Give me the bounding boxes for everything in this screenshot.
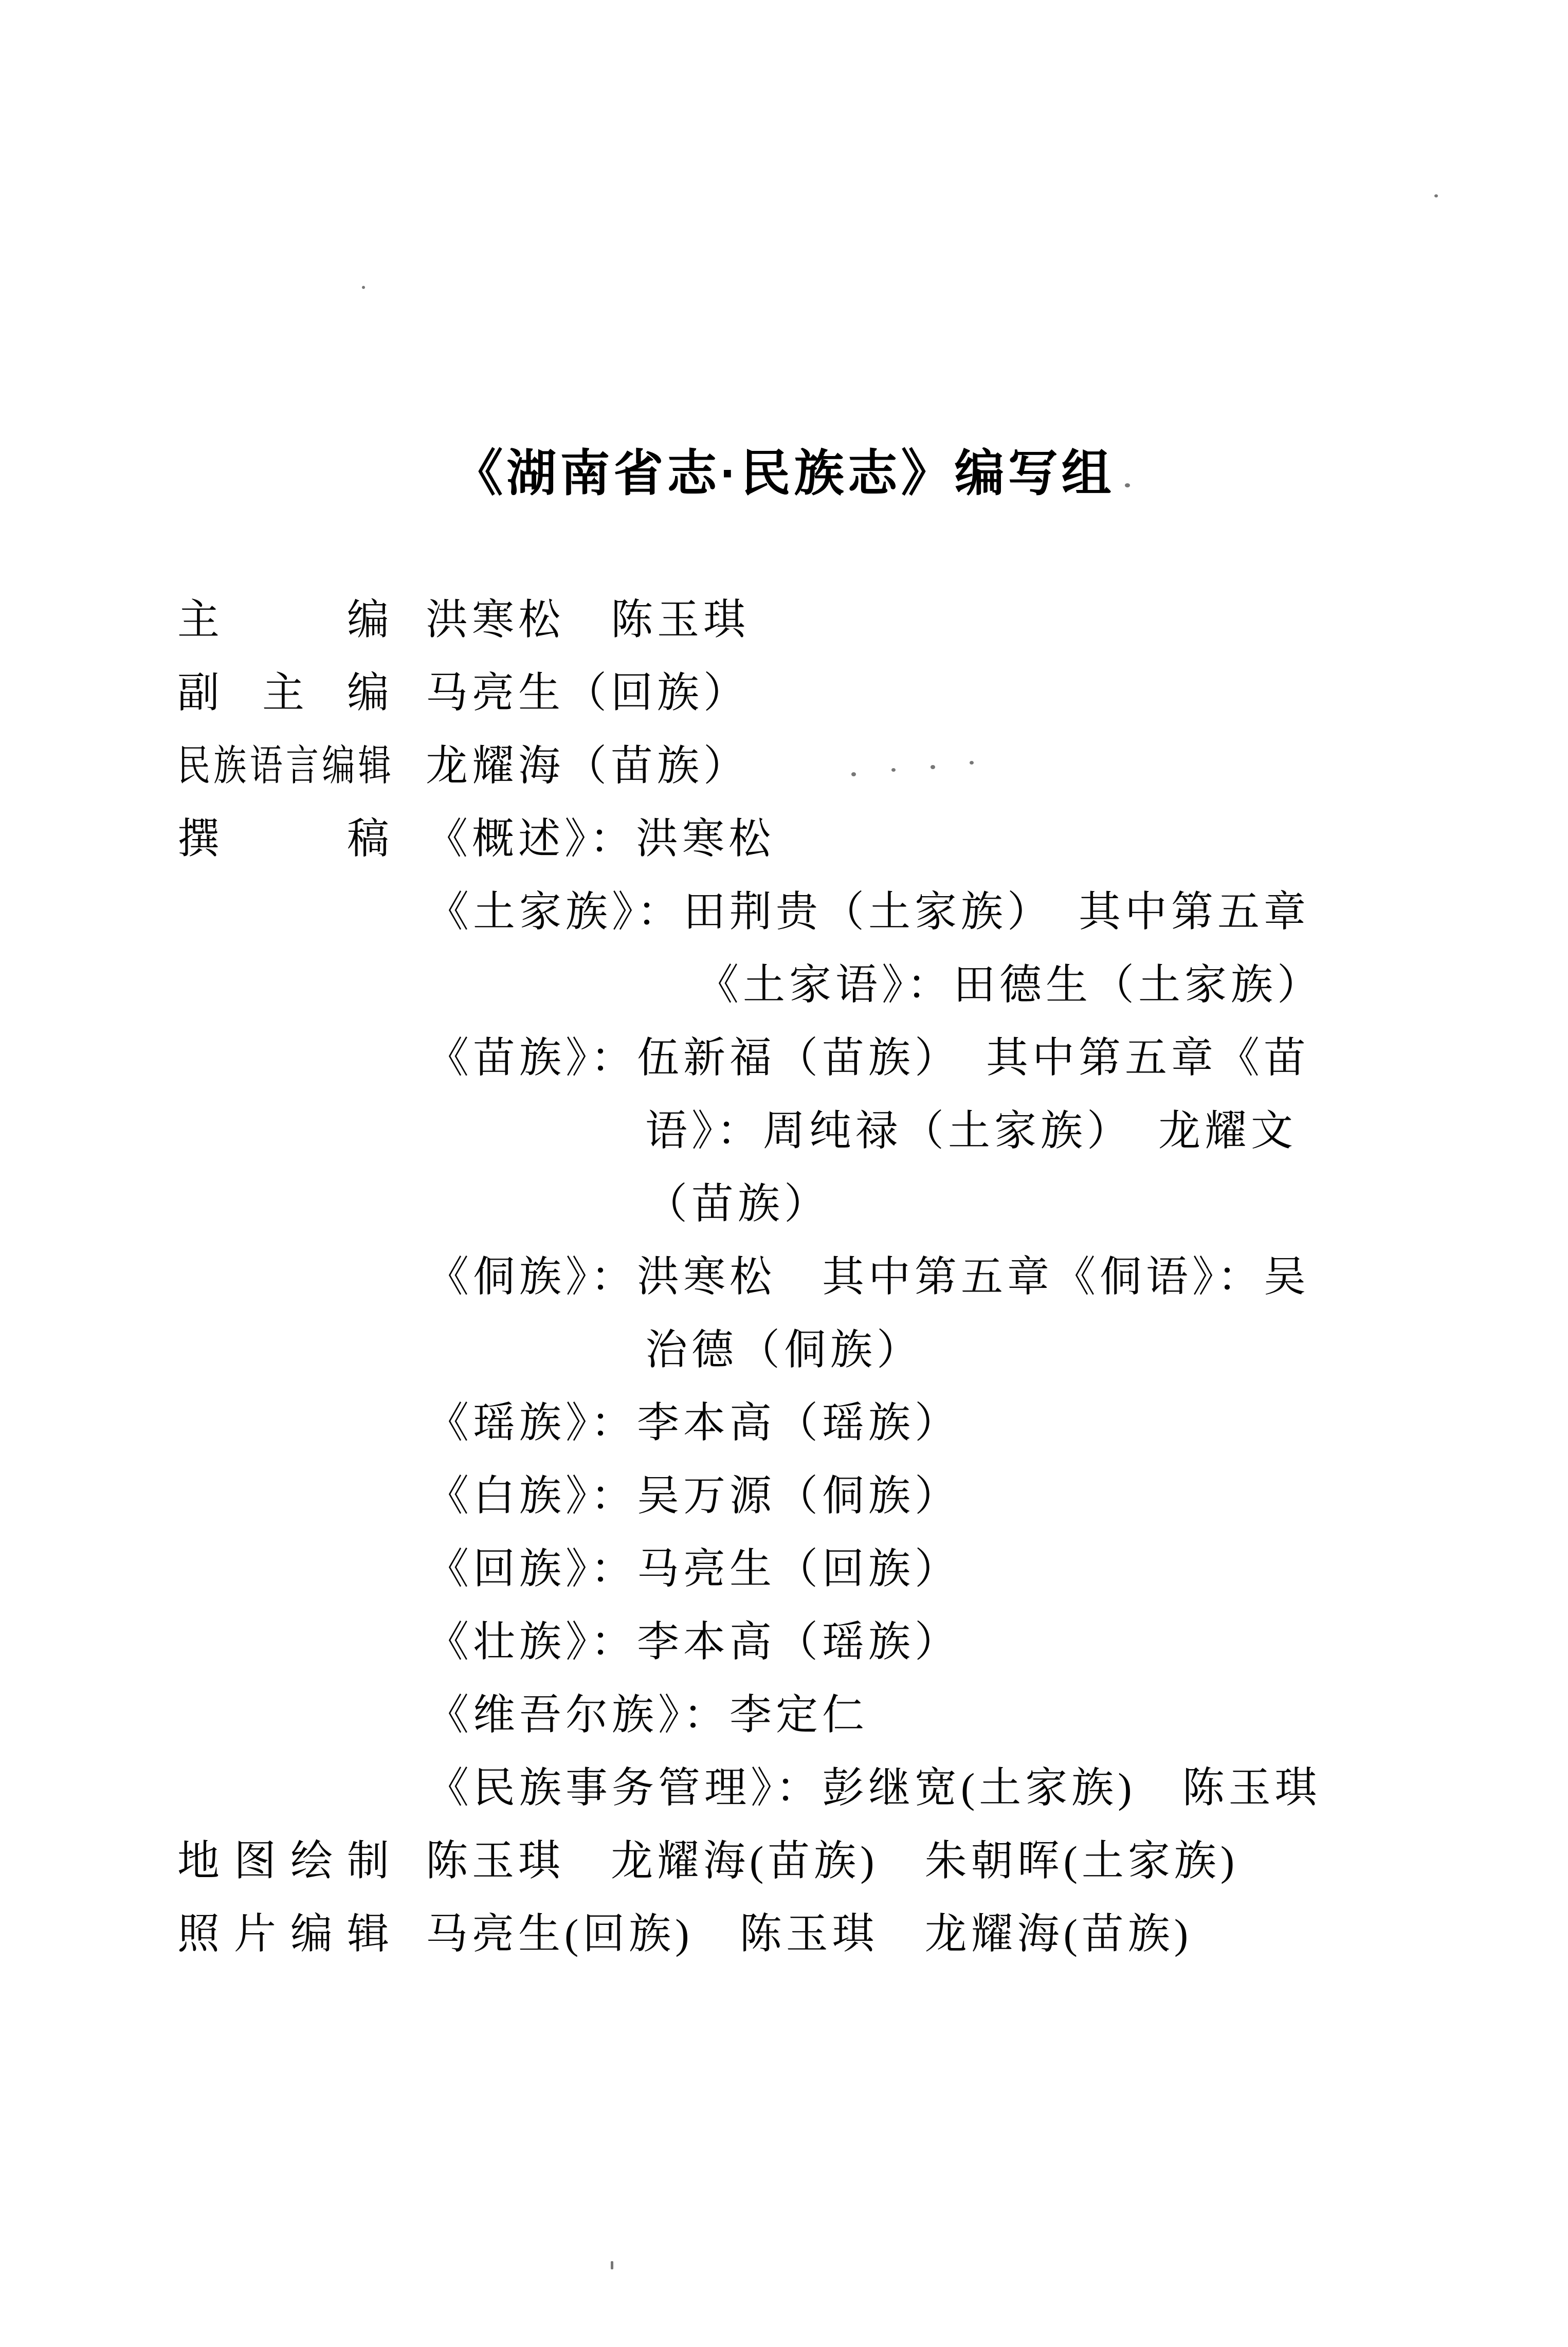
credit-text: 《土家语》：田德生（土家族）	[697, 961, 1324, 1008]
role-label: 民族语言编辑	[177, 742, 392, 789]
scan-speck	[931, 765, 935, 769]
credit-line	[177, 1832, 1238, 1890]
credit-line	[427, 1029, 1310, 1087]
credit-line	[177, 591, 750, 649]
role-label: 主编	[177, 596, 393, 643]
scan-speck	[970, 761, 974, 765]
credit-line	[177, 664, 750, 722]
credit-text: 《侗族》：洪寒松 其中第五章《侗语》：吴	[427, 1253, 1310, 1300]
credit-line	[177, 1905, 1192, 1963]
credit-line	[427, 1540, 961, 1598]
role-label: 撰稿	[177, 815, 393, 862]
credit-text: 《苗族》：伍新福（苗族） 其中第五章《苗	[427, 1034, 1310, 1081]
credit-text: 治德（侗族）	[645, 1326, 923, 1373]
scan-speck	[611, 2261, 613, 2269]
credit-line	[177, 737, 750, 795]
scan-speck	[362, 286, 365, 289]
credit-text: 马亮生(回族) 陈玉琪 龙耀海(苗族)	[426, 1911, 1193, 1957]
credit-line	[427, 1394, 961, 1452]
scan-speck	[1125, 483, 1130, 487]
scan-speck	[851, 772, 856, 776]
credit-text: 语》：周纯禄（土家族） 龙耀文	[645, 1107, 1298, 1154]
credit-line	[177, 810, 775, 868]
credit-text: 《维吾尔族》：李定仁	[427, 1691, 869, 1738]
page-title: 《湖南省志·民族志》编写组	[453, 445, 1115, 501]
credit-text: （苗族）	[645, 1180, 831, 1227]
credit-text: 陈玉琪 龙耀海(苗族) 朱朝晖(土家族)	[426, 1837, 1239, 1884]
credit-line	[645, 1175, 830, 1233]
credit-line	[427, 1686, 868, 1744]
scan-speck	[1434, 194, 1438, 197]
credit-line	[427, 883, 1310, 941]
credit-text: 《民族事务管理》：彭继宽(土家族) 陈玉琪	[427, 1764, 1321, 1811]
credit-text: 《土家族》：田荆贵（土家族） 其中第五章	[427, 888, 1310, 935]
credit-text: 洪寒松 陈玉琪	[426, 596, 750, 643]
credit-text: 《壮族》：李本高（瑶族）	[427, 1618, 961, 1665]
credit-line	[427, 1613, 961, 1671]
credit-text: 《白族》：吴万源（侗族）	[427, 1472, 961, 1519]
credit-line	[427, 1248, 1310, 1306]
credit-line	[697, 956, 1323, 1014]
credit-text: 龙耀海（苗族）	[426, 742, 750, 789]
credit-text: 马亮生（回族）	[426, 669, 750, 716]
role-label: 照片编辑	[177, 1911, 393, 1957]
credit-line	[645, 1102, 1297, 1160]
credit-text: 《回族》：马亮生（回族）	[427, 1545, 961, 1592]
scan-speck	[891, 768, 896, 772]
role-label: 副主编	[177, 669, 393, 716]
role-label: 地图绘制	[177, 1837, 393, 1884]
credit-line	[427, 1467, 961, 1525]
credit-line	[645, 1321, 923, 1379]
credit-text: 《概述》：洪寒松	[426, 815, 775, 862]
credit-text: 《瑶族》：李本高（瑶族）	[427, 1399, 961, 1446]
credit-line	[427, 1759, 1321, 1817]
